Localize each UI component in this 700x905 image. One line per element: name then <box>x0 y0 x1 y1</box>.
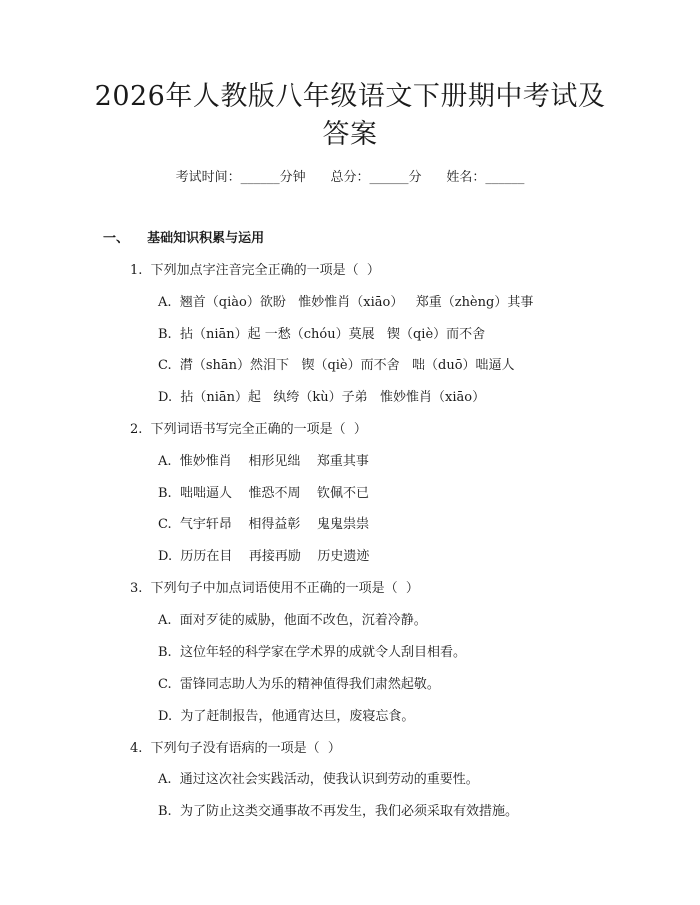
question-text: 下列句子没有语病的一项是（ ） <box>150 741 341 756</box>
question-1 <box>130 262 380 280</box>
question-4-option-b <box>158 803 518 821</box>
option-text: 雷锋同志助人为乐的精神值得我们肃然起敬。 <box>179 677 440 692</box>
question-1-option-a <box>158 294 533 312</box>
option-text: 惟妙惟肖 相形见绌 郑重其事 <box>179 454 369 469</box>
question-text: 下列句子中加点词语使用不正确的一项是（ ） <box>150 581 419 596</box>
time-label: 考试时间： <box>175 170 241 185</box>
section-heading <box>103 230 264 248</box>
question-3-option-a <box>158 612 427 630</box>
option-label: B. <box>158 486 172 501</box>
section-number: 一、 <box>103 231 130 246</box>
name-label: 姓名： <box>446 170 486 185</box>
option-label: B. <box>158 804 172 819</box>
question-1-option-d <box>158 389 485 407</box>
option-label: C. <box>158 677 172 692</box>
question-number: 2. <box>130 422 143 437</box>
question-text: 下列词语书写完全正确的一项是（ ） <box>150 422 367 437</box>
question-number: 3. <box>130 581 143 596</box>
exam-meta-line <box>0 169 700 187</box>
option-label: C. <box>158 358 172 373</box>
question-4 <box>130 740 341 758</box>
option-label: D. <box>158 549 173 564</box>
score-unit: 分 <box>408 170 422 185</box>
option-text: 这位年轻的科学家在学术界的成就令人刮目相看。 <box>179 645 466 660</box>
page-title: 2026年人教版八年级语文下册期中考试及答案 <box>94 81 606 150</box>
option-label: B. <box>158 645 172 660</box>
question-3-option-d <box>158 708 414 726</box>
question-1-option-c <box>158 357 515 375</box>
option-text: 咄咄逼人 惟恐不周 钦佩不已 <box>179 486 370 501</box>
option-text: 翘首（qiào）欲盼 惟妙惟肖（xiāo） 郑重（zhèng）其事 <box>179 295 534 310</box>
question-3-option-b <box>158 644 466 662</box>
name-blank: ______ <box>485 170 525 185</box>
option-label: D. <box>158 390 173 405</box>
question-2 <box>130 421 367 439</box>
question-4-option-a <box>158 771 479 789</box>
time-unit: 分钟 <box>279 170 306 185</box>
question-3 <box>130 580 419 598</box>
option-text: 历历在目 再接再励 历史遗迹 <box>180 549 370 564</box>
question-2-option-a <box>158 453 369 471</box>
question-2-option-c <box>158 516 369 534</box>
option-text: 拈（niān）起 一愁（chóu）莫展 锲（qiè）而不舍 <box>179 327 486 342</box>
option-label: A. <box>158 295 172 310</box>
option-label: A. <box>158 613 172 628</box>
question-1-option-b <box>158 326 485 344</box>
option-text: 为了防止这类交通事故不再发生，我们必须采取有效措施。 <box>179 804 518 819</box>
score-blank: ______ <box>369 170 409 185</box>
score-label: 总分： <box>330 170 370 185</box>
question-3-option-c <box>158 676 440 694</box>
question-number: 4. <box>130 741 143 756</box>
option-text: 面对歹徒的威胁，他面不改色，沉着冷静。 <box>179 613 427 628</box>
question-2-option-b <box>158 485 369 503</box>
question-number: 1. <box>130 263 143 278</box>
section-title: 基础知识积累与运用 <box>147 231 265 246</box>
option-text: 为了赶制报告，他通宵达旦，废寝忘食。 <box>180 709 415 724</box>
option-text: 拈（niān）起 纨绔（kù）子弟 惟妙惟肖（xiāo） <box>180 390 486 405</box>
option-text: 潸（shān）然泪下 锲（qiè）而不舍 咄（duō）咄逼人 <box>179 358 515 373</box>
option-label: D. <box>158 709 173 724</box>
option-label: B. <box>158 327 172 342</box>
time-blank: ______ <box>240 170 280 185</box>
option-label: C. <box>158 517 172 532</box>
option-label: A. <box>158 772 172 787</box>
question-2-option-d <box>158 548 369 566</box>
option-label: A. <box>158 454 172 469</box>
question-text: 下列加点字注音完全正确的一项是（ ） <box>150 263 380 278</box>
option-text: 气宇轩昂 相得益彰 鬼鬼祟祟 <box>179 517 369 532</box>
option-text: 通过这次社会实践活动，使我认识到劳动的重要性。 <box>179 772 479 787</box>
